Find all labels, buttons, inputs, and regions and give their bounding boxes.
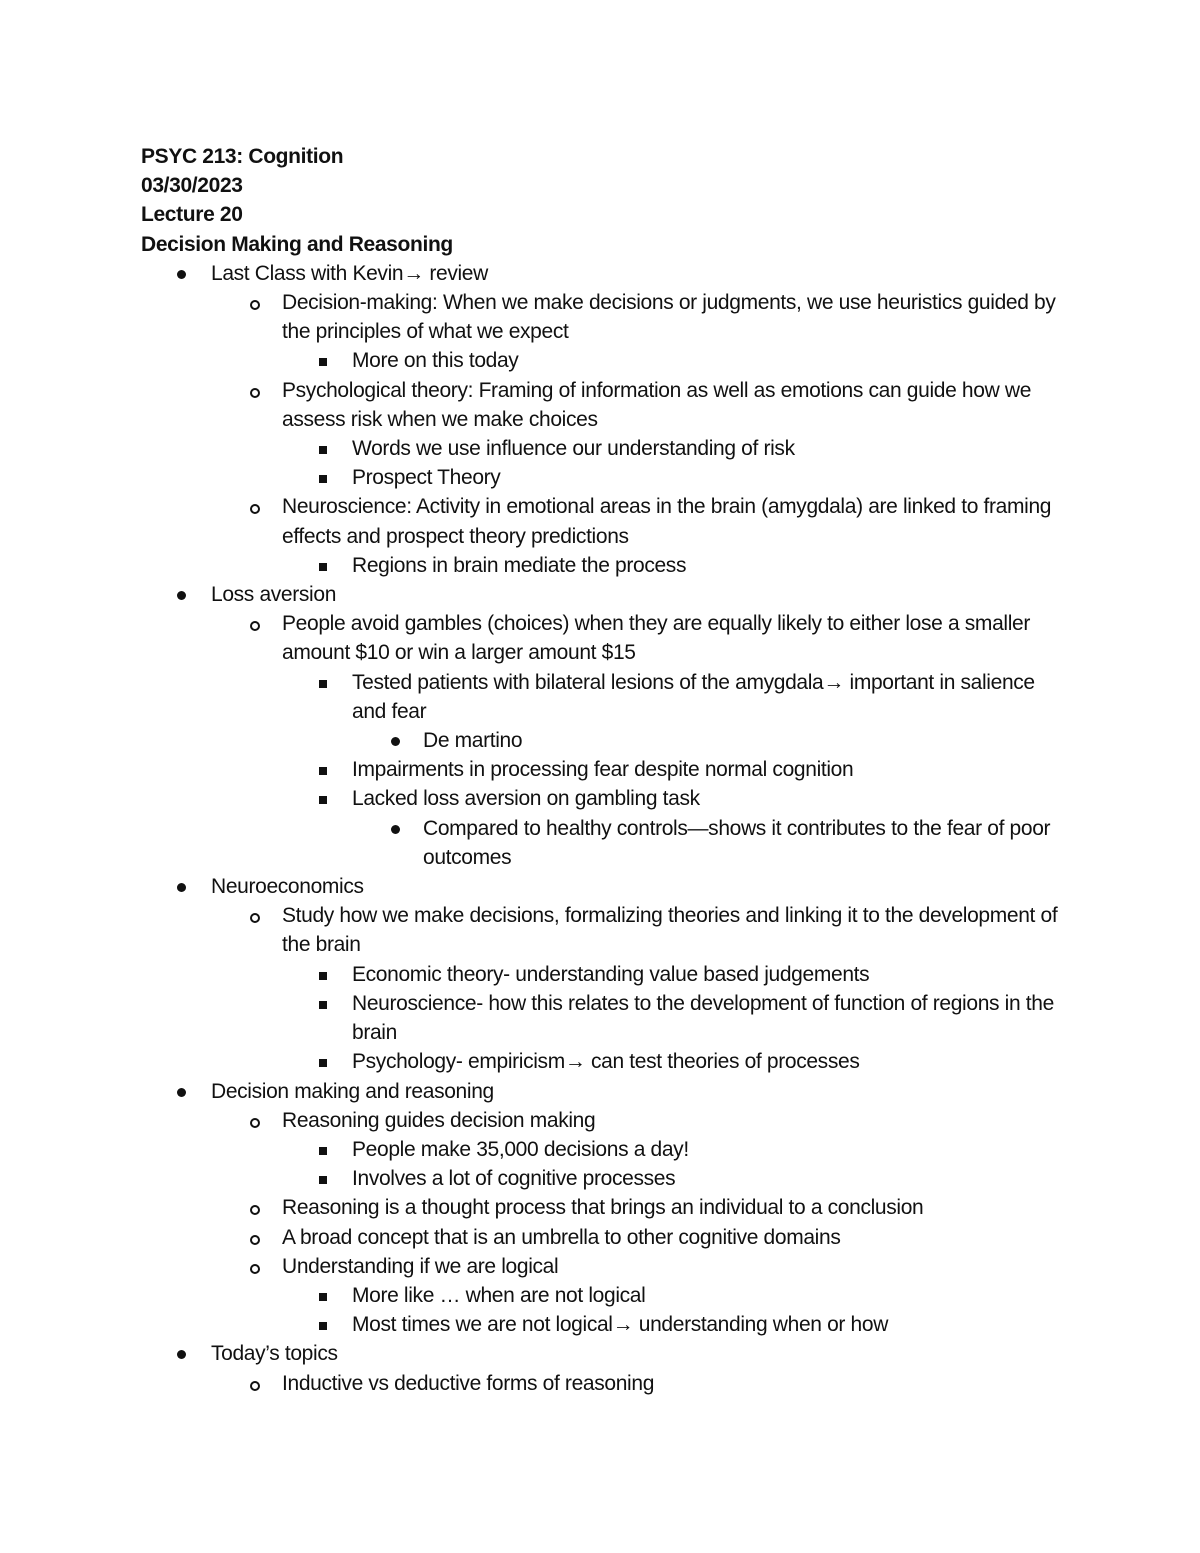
- note-item-level-3: [141, 346, 1071, 375]
- bullet-square-icon: [319, 1059, 327, 1067]
- note-item-level-1: [141, 1077, 1071, 1106]
- note-text: Psychological theory: Framing of information as well as emotions can guide how we assess risk when we make choices: [282, 378, 1032, 431]
- bullet-square-icon: [319, 563, 327, 571]
- bullet-disc-icon: [177, 883, 186, 892]
- bullet-square-icon: [319, 796, 327, 804]
- note-item-level-3: [141, 551, 1071, 580]
- bullet-square-icon: [319, 1001, 327, 1009]
- note-text: Reasoning guides decision making: [282, 1108, 596, 1132]
- note-text: Words we use influence our understanding of risk: [352, 437, 795, 461]
- note-item-level-2: [141, 1106, 1071, 1135]
- bullet-circle-icon: [250, 300, 260, 310]
- note-item-level-1: [141, 872, 1071, 901]
- note-text: Neuroeconomics: [211, 875, 364, 899]
- note-text: Today’s topics: [211, 1342, 338, 1366]
- bullet-circle-icon: [250, 621, 260, 631]
- note-text: Prospect Theory: [352, 466, 501, 490]
- bullet-circle-icon: [250, 1235, 260, 1245]
- note-text: People make 35,000 decisions a day!: [352, 1137, 689, 1161]
- note-text: Last Class with Kevin→ review: [211, 261, 488, 285]
- note-item-level-3: [141, 1135, 1071, 1164]
- bullet-square-icon: [319, 767, 327, 775]
- bullet-disc-icon: [177, 1350, 186, 1359]
- note-item-level-2: [141, 1223, 1071, 1252]
- lecture-number: Lecture 20: [141, 203, 243, 227]
- note-item-level-3: [141, 755, 1071, 784]
- lecture-date: 03/30/2023: [141, 174, 243, 198]
- note-item-level-3: [141, 1310, 1071, 1339]
- note-text: Impairments in processing fear despite normal cognition: [352, 758, 854, 782]
- note-text: Understanding if we are logical: [282, 1254, 559, 1278]
- note-item-level-2: [141, 1252, 1071, 1281]
- bullet-square-icon: [319, 446, 327, 454]
- note-item-level-3: [141, 434, 1071, 463]
- bullet-disc-icon: [177, 270, 186, 279]
- note-text: Decision-making: When we make decisions or judgments, we use heuristics guided by the principles of what we expect: [282, 291, 1056, 344]
- bullet-square-icon: [319, 1147, 327, 1155]
- note-text: Decision making and reasoning: [211, 1079, 494, 1103]
- note-item-level-4: [141, 726, 1071, 755]
- note-item-level-2: [141, 609, 1071, 667]
- bullet-disc-icon: [391, 737, 400, 746]
- bullet-circle-icon: [250, 1264, 260, 1274]
- note-text: People avoid gambles (choices) when they are equally likely to either lose a smaller amount $10 or win a larger amount $15: [282, 612, 1031, 665]
- bullet-square-icon: [319, 1176, 327, 1184]
- bullet-square-icon: [319, 358, 327, 366]
- note-text: Economic theory- understanding value based judgements: [352, 962, 870, 986]
- bullet-square-icon: [319, 475, 327, 483]
- note-text: Involves a lot of cognitive processes: [352, 1167, 676, 1191]
- note-text: Lacked loss aversion on gambling task: [352, 787, 700, 811]
- notes-list: [141, 259, 1071, 1398]
- note-item-level-2: [141, 376, 1071, 434]
- bullet-disc-icon: [177, 591, 186, 600]
- note-item-level-2: [141, 1193, 1071, 1222]
- note-item-level-1: [141, 1339, 1071, 1368]
- bullet-circle-icon: [250, 1118, 260, 1128]
- bullet-circle-icon: [250, 504, 260, 514]
- note-text: Inductive vs deductive forms of reasoning: [282, 1371, 655, 1395]
- bullet-square-icon: [319, 1322, 327, 1330]
- bullet-square-icon: [319, 972, 327, 980]
- note-text: A broad concept that is an umbrella to other cognitive domains: [282, 1225, 841, 1249]
- note-item-level-3: [141, 1164, 1071, 1193]
- course-title: PSYC 213: Cognition: [141, 145, 344, 168]
- note-text: Study how we make decisions, formalizing theories and linking it to the development of the brain: [282, 904, 1058, 957]
- note-text: Neuroscience- how this relates to the development of function of regions in the brain: [352, 991, 1054, 1045]
- bullet-circle-icon: [250, 1381, 260, 1391]
- note-item-level-2: [141, 492, 1071, 550]
- bullet-square-icon: [319, 680, 327, 688]
- note-item-level-3: [141, 989, 1071, 1047]
- note-text: Regions in brain mediate the process: [352, 553, 687, 577]
- note-text: More like … when are not logical: [352, 1283, 646, 1307]
- note-text: Psychology- empiricism→ can test theories of processes: [352, 1050, 860, 1074]
- bullet-circle-icon: [250, 388, 260, 398]
- note-text: De martino: [423, 729, 523, 753]
- note-text: Most times we are not logical→ understanding when or how: [352, 1313, 889, 1337]
- note-item-level-4: [141, 814, 1071, 872]
- note-text: Neuroscience: Activity in emotional areas in the brain (amygdala) are linked to framing effects and prospect theory predictions: [282, 495, 1052, 548]
- note-item-level-3: [141, 1047, 1071, 1076]
- note-text: Compared to healthy controls—shows it contributes to the fear of poor outcomes: [423, 816, 1051, 869]
- note-text: Loss aversion: [211, 583, 337, 607]
- note-item-level-3: [141, 1281, 1071, 1310]
- bullet-circle-icon: [250, 1205, 260, 1215]
- note-item-level-1: [141, 259, 1071, 288]
- note-item-level-3: [141, 784, 1071, 813]
- note-text: Reasoning is a thought process that brings an individual to a conclusion: [282, 1196, 924, 1220]
- note-item-level-1: [141, 580, 1071, 609]
- note-text: Tested patients with bilateral lesions of the amygdala→ important in salience and fear: [352, 670, 1035, 723]
- note-item-level-2: [141, 288, 1071, 346]
- bullet-square-icon: [319, 1293, 327, 1301]
- document-body: [141, 142, 1071, 1398]
- note-text: More on this today: [352, 349, 519, 373]
- bullet-circle-icon: [250, 913, 260, 923]
- bullet-disc-icon: [177, 1088, 186, 1097]
- bullet-disc-icon: [391, 825, 400, 834]
- lecture-topic: Decision Making and Reasoning: [141, 232, 453, 256]
- note-item-level-3: [141, 463, 1071, 492]
- note-item-level-3: [141, 668, 1071, 726]
- note-item-level-3: [141, 960, 1071, 989]
- note-item-level-2: [141, 1369, 1071, 1398]
- note-item-level-2: [141, 901, 1071, 959]
